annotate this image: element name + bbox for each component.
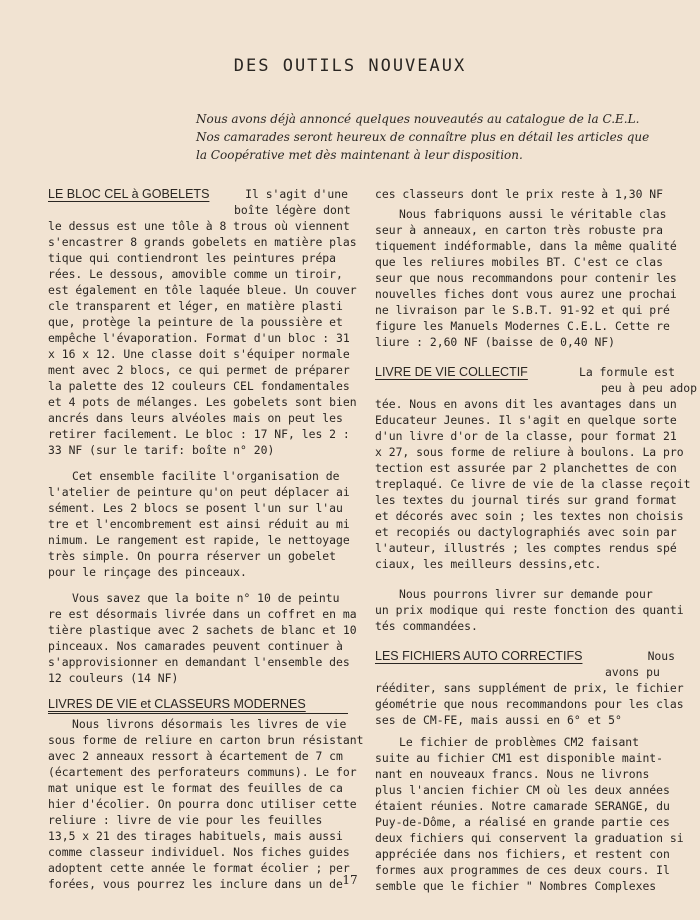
paragraph-atelier — [48, 468, 348, 580]
text-line: et décorés avec soin ; les textes non choisis — [375, 509, 684, 523]
right-column — [375, 186, 698, 894]
text-line: que les reliures mobiles BT. C'est ce clas — [375, 255, 664, 269]
heading-tail: Il s'agit d'une — [245, 187, 348, 201]
text-line: Nous pourrons livrer sur demande pour — [399, 587, 653, 601]
text-line: très simple. On pourra réserver un gobelet — [48, 549, 337, 563]
text-line: ses de CM-FE, mais aussi en 6° et 5° — [375, 713, 622, 727]
text-line: adoptent cette année le format écolier ; per — [48, 861, 350, 875]
text-line: un prix modique qui reste fonction des quanti — [375, 603, 684, 617]
text-line: ces classeurs dont le prix reste à 1,30 NF — [375, 187, 664, 201]
paragraph-livrer — [375, 586, 684, 634]
page-number: 17 — [342, 873, 358, 887]
text-line: le dessus est une tôle à 8 trous où viennent — [48, 219, 350, 233]
text-line: étaient réunies. Notre camarade SERANGE, du — [375, 799, 670, 813]
text-line: est également en tôle laquée bleue. Un couver — [48, 283, 357, 297]
heading-livre-collectif: LIVRE DE VIE COLLECTIF — [375, 365, 528, 379]
text-line: semble que le fichier " Nombres Complexes — [375, 879, 657, 893]
text-line: rées. Le dessous, amovible comme un tiroir, — [48, 267, 343, 281]
heading-livres-de-vie: LIVRES DE VIE et CLASSEURS MODERNES — [48, 697, 306, 711]
page-title: DES OUTILS NOUVEAUX — [233, 56, 467, 76]
text-line: Nous fabriquons aussi le véritable clas — [399, 207, 667, 221]
heading-fichiers: LES FICHIERS AUTO CORRECTIFS — [375, 649, 583, 663]
text-line: liure : 2,60 NF (baisse de 0,40 NF) — [375, 335, 616, 349]
heading-tail: La formule est — [578, 365, 675, 379]
text-line: forées, vous pourrez les inclure dans un de — [48, 877, 343, 891]
intro-line: Nous avons déjà annoncé quelques nouveautés au catalogue de la C.E.L. — [196, 112, 640, 126]
text-line: peu à peu adop — [601, 381, 698, 395]
text-line: et 4 pots de mélanges. Les gobelets sont bien — [48, 395, 357, 409]
intro-line: Nos camarades seront heureux de connaître plus en détail les articles que — [196, 130, 650, 144]
section-fichiers — [375, 664, 684, 728]
text-line: seur que nous recommandons pour contenir les — [375, 271, 677, 285]
text-line: avec 2 anneaux ressort à écartement de 7 cm — [48, 749, 343, 763]
text-line: tés commandées. — [375, 619, 478, 633]
text-line: reliure : livre de vie pour les feuilles — [48, 813, 323, 827]
text-line: la palette des 12 couleurs CEL fondamentales — [48, 379, 350, 393]
text-line: s'encastrer 8 grands gobelets en matière plas — [48, 235, 357, 249]
text-line: Vous savez que la boite n° 10 de peintu — [72, 591, 340, 605]
text-line: l'atelier de peinture qu'on peut déplacer ai — [48, 485, 350, 499]
left-column — [48, 186, 364, 892]
text-line: mat unique est le format des feuilles de ca — [48, 781, 343, 795]
text-line: treplaqué. Ce livre de vie de la classe reçoit — [375, 477, 691, 491]
section-heading-row — [48, 696, 348, 712]
text-line: cle transparent et léger, en matière plasti — [48, 299, 343, 313]
text-line: nouvelles fiches dont vous aurez une prochai — [375, 287, 677, 301]
text-line: géométrie que nous recommandons pour les clas — [375, 697, 684, 711]
text-line: Educateur Jeunes. Il s'agit en quelque sorte — [375, 413, 677, 427]
text-line: plus l'ancien fichier CM où les deux années — [375, 783, 670, 797]
text-line: ne livraison par le S.B.T. 91-92 et qui pré — [375, 303, 670, 317]
text-line: l'auteur, illustrés ; les comptes rendus spé — [375, 541, 677, 555]
text-line: empêche l'évaporation. Format d'un bloc : 31 — [48, 331, 350, 345]
paragraph-classeur — [375, 206, 675, 350]
section-heading-row — [48, 186, 348, 202]
text-line: formes aux programmes de ces deux cours. Il — [375, 863, 670, 877]
text-line: Le fichier de problèmes CM2 faisant — [399, 735, 640, 749]
text-line: Nous livrons désormais les livres de vie — [72, 717, 347, 731]
text-line: ment avec 2 blocs, ce qui permet de préparer — [48, 363, 350, 377]
section-livre-collectif — [375, 380, 698, 572]
text-line: Puy-de-Dôme, a réalisé en grande partie ces — [375, 815, 670, 829]
text-line: ancrés dans leurs alvéoles mais on peut les — [48, 411, 343, 425]
text-line: nimum. Le rangement est rapide, le nettoyage — [48, 533, 350, 547]
text-line: x 27, sous forme de reliure à boulons. La pro — [375, 445, 684, 459]
text-line: et recopiés ou dactylographiés avec soin par — [375, 525, 677, 539]
text-line: rééditer, sans supplément de prix, le fichier — [375, 681, 684, 695]
heading-bloc-cel: LE BLOC CEL à GOBELETS — [48, 187, 210, 201]
intro-line: la Coopérative met dès maintenant à leur disposition. — [196, 148, 523, 162]
text-line: figure les Manuels Modernes C.E.L. Cette re — [375, 319, 670, 333]
text-line: boîte légère dont — [234, 203, 351, 217]
text-line: d'un livre d'or de la classe, pour format 21 — [375, 429, 677, 443]
text-line: x 16 x 12. Une classe doit s'équiper normale — [48, 347, 350, 361]
text-line: tiquement indéformable, dans la même qualité — [375, 239, 677, 253]
text-line: (écartement des perforateurs communs). Le for — [48, 765, 357, 779]
text-line: seur à anneaux, en carton très robuste pra — [375, 223, 664, 237]
section-heading-row — [375, 364, 675, 380]
text-line: retirer facilement. Le bloc : 17 NF, les 2 : — [48, 427, 350, 441]
text-line: tre et l'encombrement est ainsi réduit au mi — [48, 517, 350, 531]
text-line: suite au fichier CM1 est disponible maint- — [375, 751, 664, 765]
text-line: avons pu — [605, 665, 660, 679]
text-line: deux fichiers qui conservent la graduation si — [375, 831, 684, 845]
text-line: tique qui contiendront les peintures prépa — [48, 251, 337, 265]
text-line: pour le rinçage des pinceaux. — [48, 565, 247, 579]
text-line: comme classeur individuel. Nos fiches guides — [48, 845, 350, 859]
text-line: pinceaux. Nos camarades peuvent continuer à — [48, 639, 343, 653]
text-line: nant en nouveaux francs. Nous ne livrons — [375, 767, 650, 781]
text-line: ciaux, les meilleurs dessins,etc. — [375, 557, 602, 571]
text-line: 12 couleurs (14 NF) — [48, 671, 179, 685]
paragraph-problemes — [375, 734, 684, 894]
heading-tail: Nous — [647, 649, 675, 663]
text-line: tière plastique avec 2 sachets de blanc et 10 — [48, 623, 357, 637]
heading-rule — [48, 713, 348, 714]
text-line: que, protège la peinture de la poussière et — [48, 315, 343, 329]
text-line: Cet ensemble facilite l'organisation de — [72, 469, 340, 483]
text-line: hier d'écolier. On pourra donc utiliser cette — [48, 797, 357, 811]
text-line: appréciée dans nos fichiers, et restent con — [375, 847, 670, 861]
text-line: les textes du journal tirés sur grand format — [375, 493, 677, 507]
text-line: tée. Nous en avons dit les avantages dans un — [375, 397, 677, 411]
text-line: re est désormais livrée dans un coffret en ma — [48, 607, 357, 621]
text-line: tection est assurée par 2 planchettes de con — [375, 461, 677, 475]
text-line: 13,5 x 21 des tirages habituels, mais aussi — [48, 829, 343, 843]
text-line: sous forme de reliure en carton brun résistant — [48, 733, 364, 747]
section-heading-row — [375, 648, 675, 664]
paragraph-boite-10 — [48, 590, 357, 686]
text-line: s'approvisionner en demandant l'ensemble des — [48, 655, 350, 669]
text-line: 33 NF (sur le tarif: boîte n° 20) — [48, 443, 275, 457]
section-bloc-cel — [48, 202, 357, 458]
text-line: sément. Les 2 blocs se posent l'un sur l'au — [48, 501, 343, 515]
intro-paragraph — [196, 110, 672, 164]
